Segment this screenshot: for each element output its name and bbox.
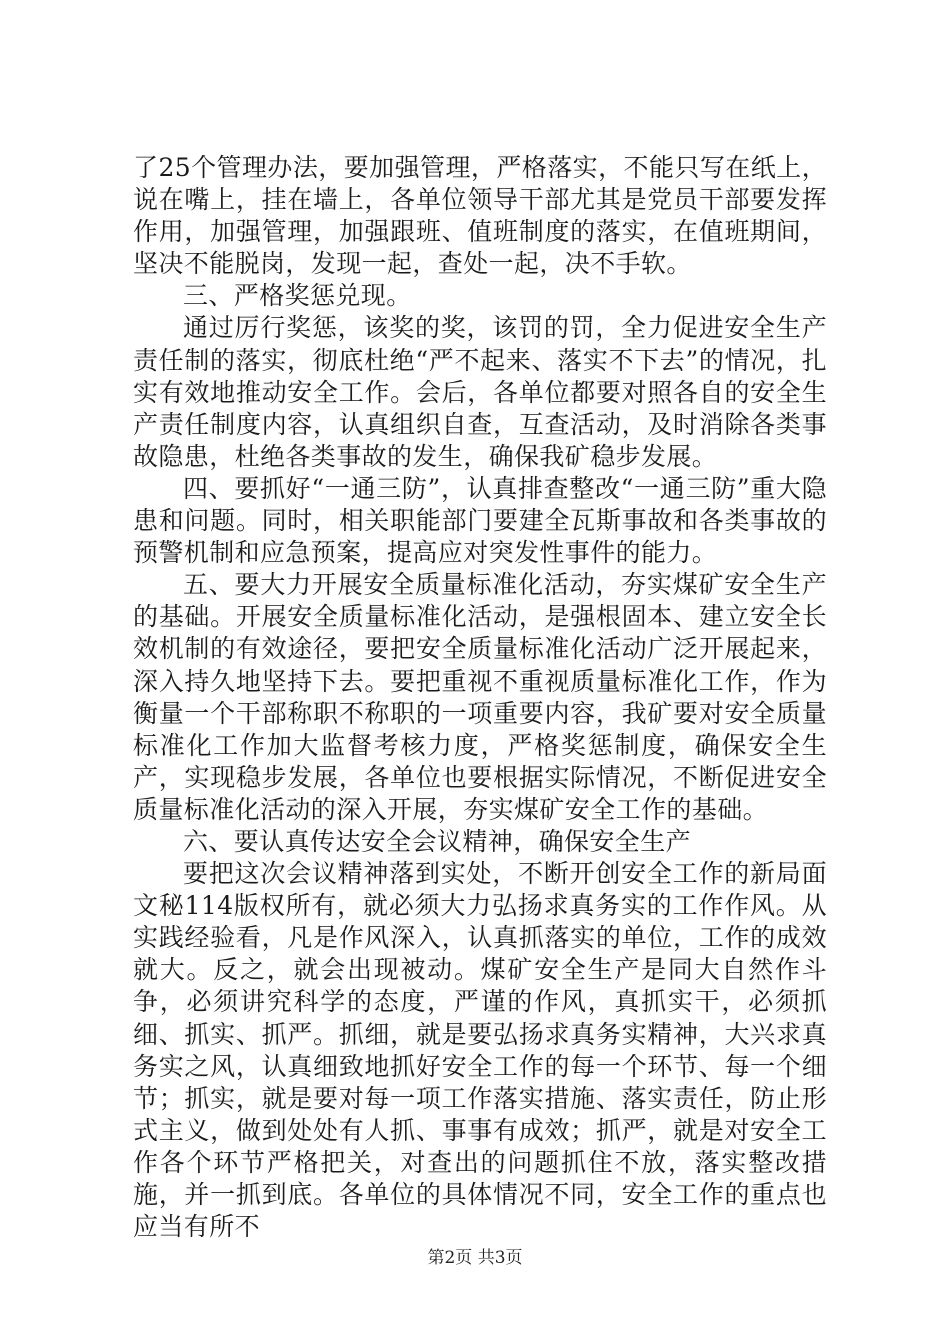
paragraph-heading-five: 五、要大力开展安全质量标准化活动，夯实煤矿安全生产的基础。开展安全质量标准化活动，是强根固本、建立安全长效机制的有效途径，要把安全质量标准化活动广泛开展起来，深入持久地坚持下去。要把重视不重视质量标准化工作，作为衡量一个干部称职不称职的一项重要内容，我矿要对安全质量标准化工作加大监督考核力度，严格奖惩制度，确保安全生产，实现稳步发展，各单位也要根据实际情况，不断促进安全质量标准化活动的深入开展，夯实煤矿安全工作的基础。 [133, 570, 827, 824]
paragraph-heading-six: 六、要认真传达安全会议精神，确保安全生产 [183, 826, 692, 856]
paragraph-meeting-spirit: 要把这次会议精神落到实处，不断开创安全工作的新局面文秘114版权所有，就必须大力弘扬求真务实的工作作风。从实践经验看，凡是作风深入，认真抓落实的单位，工作的成效就大。反之，就会出现被动。煤矿安全生产是同大自然作斗争，必须讲究科学的态度，严谨的作风，真抓实干，必须抓细、抓实、抓严。抓细，就是要弘扬求真务实精神，大兴求真务实之风，认真细致地抓好安全工作的每一个环节、每一个细节；抓实，就是要对每一项工作落实措施、落实责任，防止形式主义，做到处处有人抓、事事有成效；抓严，就是对安全工作各个环节严格把关，对查出的问题抓住不放，落实整改措施，并一抓到底。各单位的具体情况不同，安全工作的重点也应当有所不 [133, 859, 827, 1242]
paragraph-continuation: 了25个管理办法，要加强管理，严格落实，不能只写在纸上，说在嘴上，挂在墙上，各单位领导干部尤其是党员干部要发挥作用，加强管理，加强跟班、值班制度的落实，在值班期间，坚决不能脱岗，发现一起，查处一起，决不手软。 [133, 153, 827, 279]
page-number-footer: 第2页 共3页 [427, 1248, 523, 1268]
paragraph-heading-three: 三、严格奖惩兑现。 [183, 281, 412, 311]
document-body [133, 152, 827, 1243]
paragraph-rewards-penalties: 通过厉行奖惩，该奖的奖，该罚的罚，全力促进安全生产责任制的落实，彻底杜绝“严不起来、落实不下去”的情况，扎实有效地推动安全工作。会后，各单位都要对照各自的安全生产责任制度内容，认真组织自查，互查活动，及时消除各类事故隐患，杜绝各类事故的发生，确保我矿稳步发展。 [133, 313, 827, 471]
paragraph-heading-four: 四、要抓好“一通三防”，认真排查整改“一通三防”重大隐患和问题。同时，相关职能部门要建全瓦斯事故和各类事故的预警机制和应急预案，提高应对突发性事件的能力。 [133, 473, 827, 568]
